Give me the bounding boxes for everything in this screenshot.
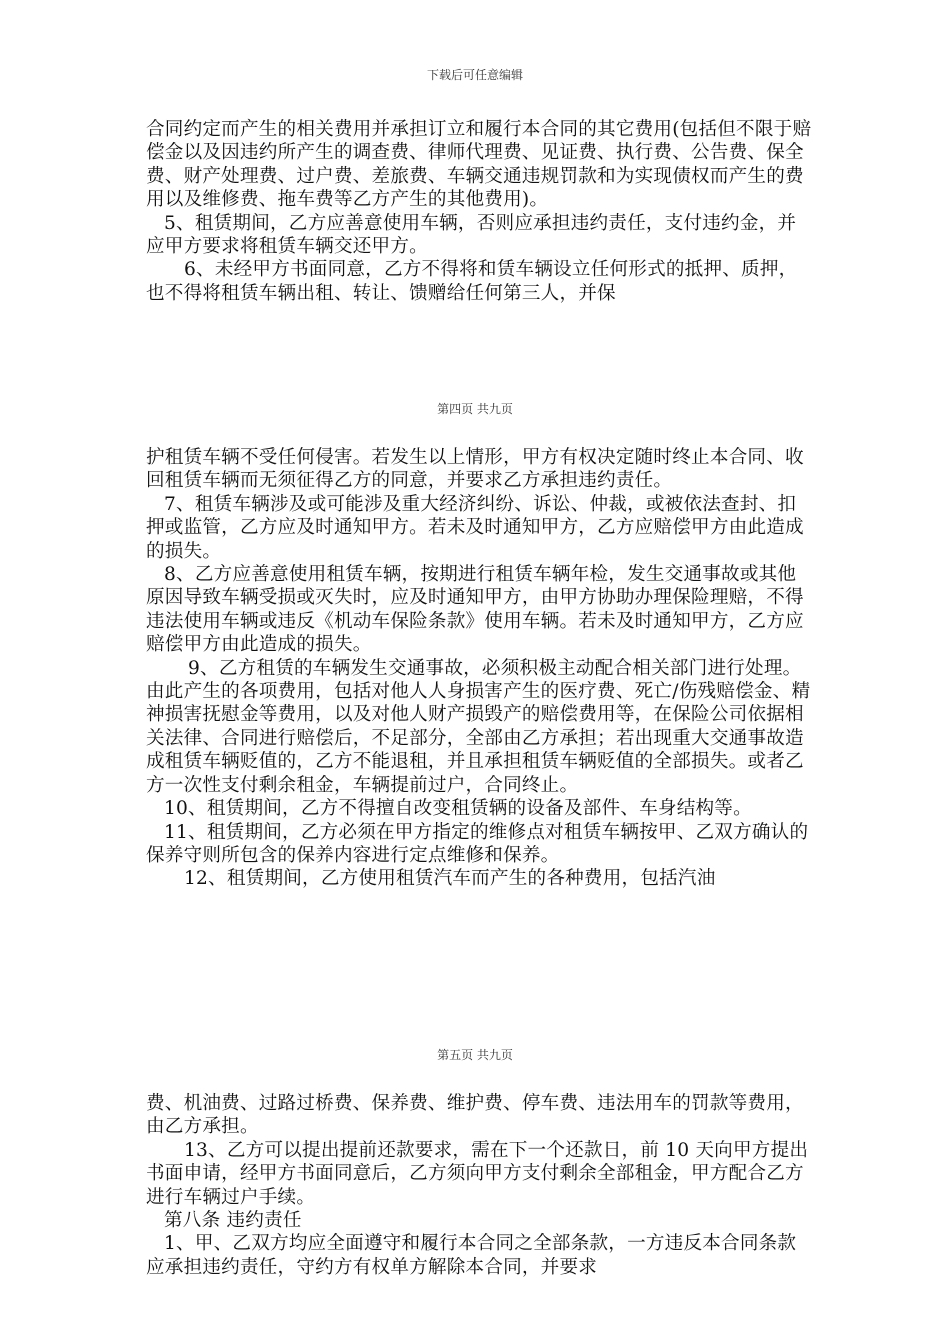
- text-block-page3: [146, 118, 812, 305]
- paragraph-clause-6: 6、未经甲方书面同意，乙方不得将和赁车辆设立任何形式的抵押、质押，也不得将租赁车辆出租、转让、馈赠给任何第三人，并保: [146, 259, 798, 304]
- page-footer-5: 第五页 共九页: [437, 1048, 513, 1062]
- paragraph-clause-13: 13、乙方可以提出提前还款要求，需在下一个还款日，前 10 天向甲方提出书面申请，经甲方书面同意后，乙方须向甲方支付剩余全部租金，甲方配合乙方进行车辆过户手续。: [146, 1139, 809, 1208]
- paragraph-clause-12: 12、租赁期间，乙方使用租赁汽车而产生的各种费用，包括汽油: [184, 868, 716, 890]
- paragraph: 合同约定而产生的相关费用并承担订立和履行本合同的其它费用(包括但不限于赔偿金以及因违约所产生的调查费、律师代理费、见证费、执行费、公告费、保全费、财产处理费、过户费、差旅费、车辆交通违规罚款和为实现债权而产生的费用以及维修费、拖车费等乙方产生的其他费用)。: [146, 119, 812, 211]
- text-block-page4: [146, 446, 812, 891]
- paragraph-breach-1: 1、甲、乙双方均应全面遵守和履行本合同之全部条款，一方违反本合同条款应承担违约责任，守约方有权单方解除本合同，并要求: [146, 1233, 797, 1278]
- paragraph-clause-5: 5、租赁期间，乙方应善意使用车辆，否则应承担违约责任，支付违约金，并应甲方要求将租赁车辆交还甲方。: [146, 212, 797, 258]
- paragraph-clause-11: 11、租赁期间，乙方必须在甲方指定的维修点对租赁车辆按甲、乙双方确认的保养守则所包含的保养内容进行定点维修和保养。: [146, 821, 809, 866]
- paragraph: 护租赁车辆不受任何侵害。若发生以上情形，甲方有权决定随时终止本合同、收回租赁车辆而无须征得乙方的同意，并要求乙方承担违约责任。: [146, 447, 804, 492]
- page-header: 下载后可任意编辑: [426, 68, 523, 82]
- paragraph-clause-9: 9、乙方租赁的车辆发生交通事故，必须积极主动配合相关部门进行处理。由此产生的各项费用，包括对他人人身损害产生的医疗费、死亡/伤残赔偿金、精神损害抚慰金等费用，以及对他人财产损毁产的赔偿费用等，在保险公司依据相关法律、合同进行赔偿后，不足部分，全部由乙方承担；若出现重大交通事故造成租赁车辆贬值的，乙方不能退租，并且承担租赁车辆贬值的全部损失。或者乙方一次性支付剩余租金，车辆提前过户，合同终止。: [146, 657, 811, 796]
- paragraph-clause-7: 7、租赁车辆涉及或可能涉及重大经济纠纷、诉讼、仲裁，或被依法查封、扣押或监管，乙方应及时通知甲方。若未及时通知甲方，乙方应赔偿甲方由此造成的损失。: [146, 493, 804, 562]
- paragraph-clause-8: 8、乙方应善意使用租赁车辆，按期进行租赁车辆年检，发生交通事故或其他原因导致车辆受损或灭失时，应及时通知甲方，由甲方协助办理保险理赔，不得违法使用车辆或违反《机动车保险条款》使用车辆。若未及时通知甲方，乙方应赔偿甲方由此造成的损失。: [146, 564, 804, 656]
- paragraph-clause-10: 10、租赁期间，乙方不得擅自改变租赁辆的设备及部件、车身结构等。: [164, 798, 752, 820]
- text-block-page5: [146, 1092, 812, 1279]
- paragraph: 费、机油费、过路过桥费、保养费、维护费、停车费、违法用车的罚款等费用，由乙方承担。: [146, 1093, 804, 1138]
- article-heading: 第八条 违约责任: [164, 1210, 302, 1232]
- page-footer-4: 第四页 共九页: [437, 402, 513, 416]
